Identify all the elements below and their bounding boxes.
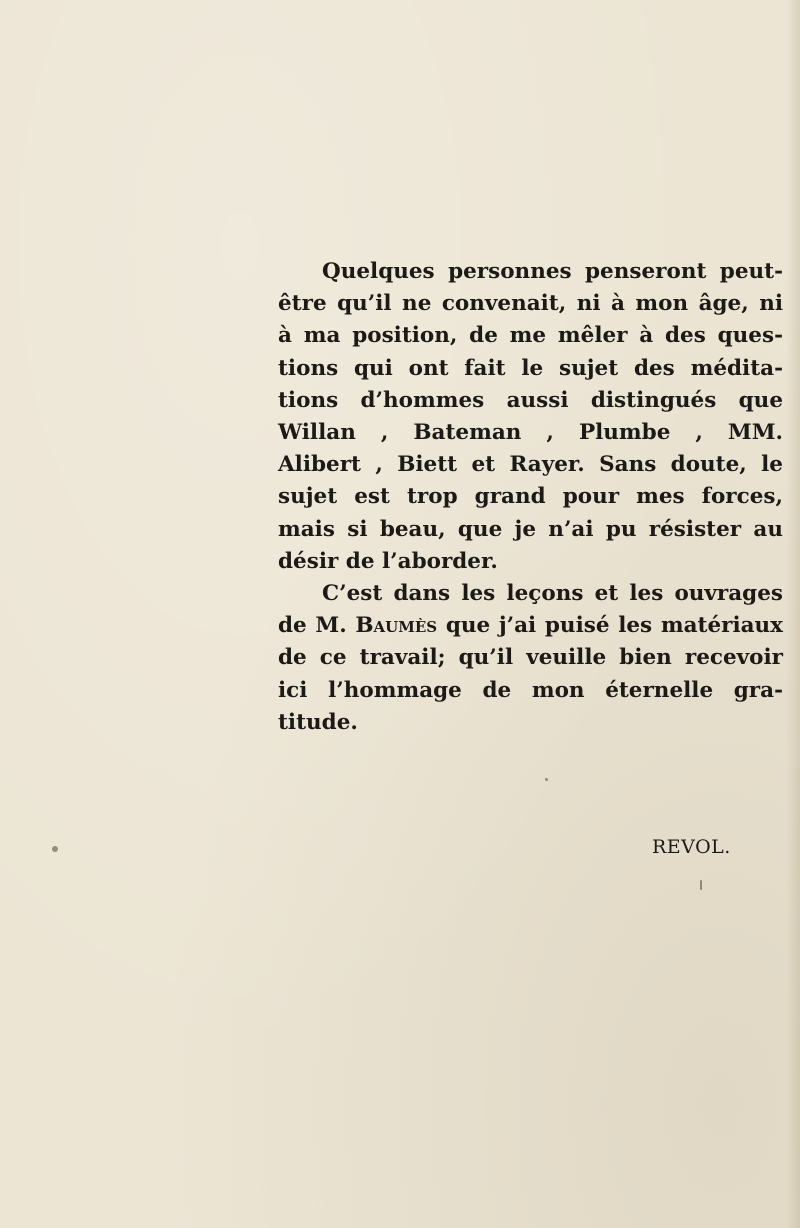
text-line: Quelques personnes penseront peut-: [322, 259, 783, 284]
text-line: tions d’hommes aussi distingués que: [278, 387, 783, 413]
text-fragment: que j’ai puisé les matériaux: [437, 613, 783, 639]
ink-speck: [545, 778, 548, 781]
text-line: C’est dans les leçons et les ouvrages: [322, 581, 783, 607]
ink-speck: [700, 880, 702, 890]
text-line: désir de l’aborder.: [278, 548, 498, 574]
text-line: mais si beau, que je n’ai pu résister au: [278, 516, 783, 542]
text-line: sujet est trop grand pour mes forces,: [278, 484, 783, 510]
dedication-text: [278, 256, 783, 739]
text-line: Alibert , Biett et Rayer. Sans doute, le: [278, 452, 783, 478]
text-line: [278, 610, 783, 642]
author-name-baumes: Baumès: [355, 613, 438, 639]
text-line: de ce travail; qu’il veuille bien recevoir: [278, 645, 783, 671]
text-line: titude.: [278, 709, 358, 735]
signature: REVOL.: [652, 836, 731, 858]
ink-speck: [52, 846, 58, 852]
text-line: tions qui ont fait le sujet des médita-: [278, 355, 783, 381]
text-line: ici l’hommage de mon éternelle gra-: [278, 677, 783, 703]
text-fragment: de M.: [278, 613, 356, 639]
text-line: à ma position, de me mêler à des ques-: [278, 323, 783, 349]
text-line: être qu’il ne convenait, ni à mon âge, ni: [278, 291, 783, 317]
page-edge-shadow: [786, 0, 800, 1228]
text-line: Willan , Bateman , Plumbe , MM.: [278, 420, 783, 446]
